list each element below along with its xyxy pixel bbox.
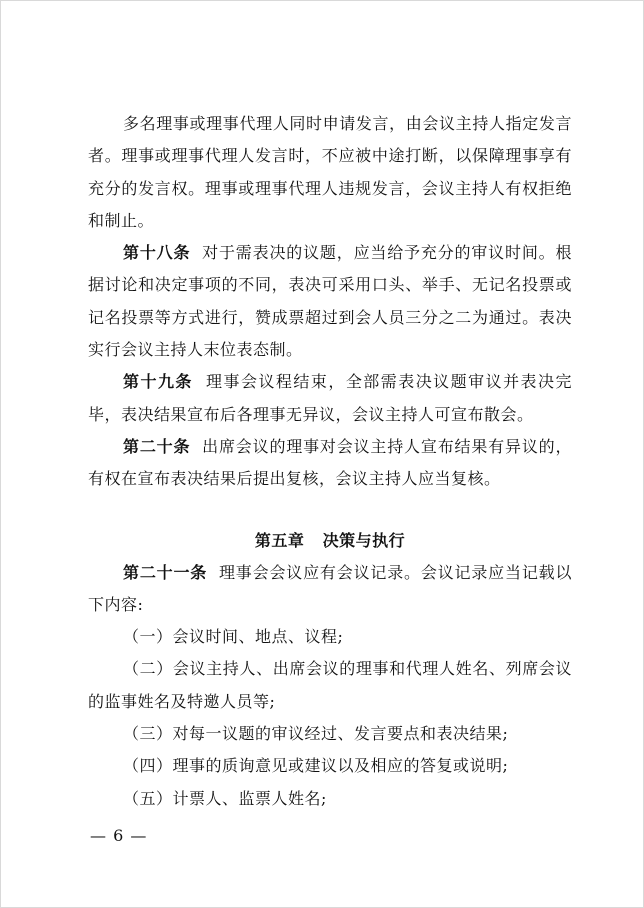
- page-number: — 6 —: [90, 826, 148, 845]
- list-item-text: （二）会议主持人、出席会议的理事和代理人姓名、列席会议的监事姓名及特邀人员等;: [88, 659, 572, 711]
- paragraph-speaking-rules: [88, 108, 572, 237]
- chapter-number: 第五章: [254, 530, 305, 550]
- list-item-text: （一）会议时间、地点、议程;: [123, 627, 344, 647]
- article-number: 第十八条: [123, 243, 191, 263]
- article-number: 第二十条: [123, 436, 191, 456]
- article-text: 出席会议的理事对会议主持人宣布结果有异议的，有权在宣布表决结果后提出复核，会议主持人应当复核。: [88, 436, 572, 489]
- list-item: [88, 718, 572, 750]
- chapter-heading: [88, 525, 572, 557]
- list-item-text: （三）对每一议题的审议经过、发言要点和表决结果;: [123, 724, 509, 744]
- article-text: 理事会议程结束，全部需表决议题审议并表决完毕，表决结果宣布后各理事无异议，会议主持人可宣布散会。: [88, 372, 572, 424]
- list-item-text: （四）理事的质询意见或建议以及相应的答复或说明;: [123, 756, 509, 776]
- list-item: [88, 621, 572, 653]
- chapter-title: 决策与执行: [322, 530, 406, 550]
- list-item: [88, 653, 572, 718]
- article-text: 对于需表决的议题，应当给予充分的审议时间。根据讨论和决定事项的不同，表决可采用口头、举手、无记名投票或记名投票等方式进行，赞成票超过到会人员三分之二为通过。表决实行会议主持人末位表态制。: [88, 243, 572, 360]
- article-number: 第十九条: [123, 372, 193, 392]
- spacer: [88, 496, 572, 525]
- article-20: [88, 431, 572, 496]
- list-item: [88, 750, 572, 782]
- article-18: [88, 237, 572, 366]
- paragraph-text: 多名理事或理事代理人同时申请发言，由会议主持人指定发言者。理事或理事代理人发言时，不应被中途打断，以保障理事享有充分的发言权。理事或理事代理人违规发言，会议主持人有权拒绝和制止。: [88, 114, 572, 230]
- article-21: [88, 557, 572, 622]
- article-text: 理事会会议应有会议记录。会议记录应当记载以下内容:: [88, 562, 572, 614]
- article-number: 第二十一条: [123, 562, 208, 582]
- list-item-text: （五）计票人、监票人姓名;: [123, 788, 327, 808]
- document-body: [88, 108, 572, 815]
- list-item: [88, 783, 572, 815]
- article-19: [88, 366, 572, 431]
